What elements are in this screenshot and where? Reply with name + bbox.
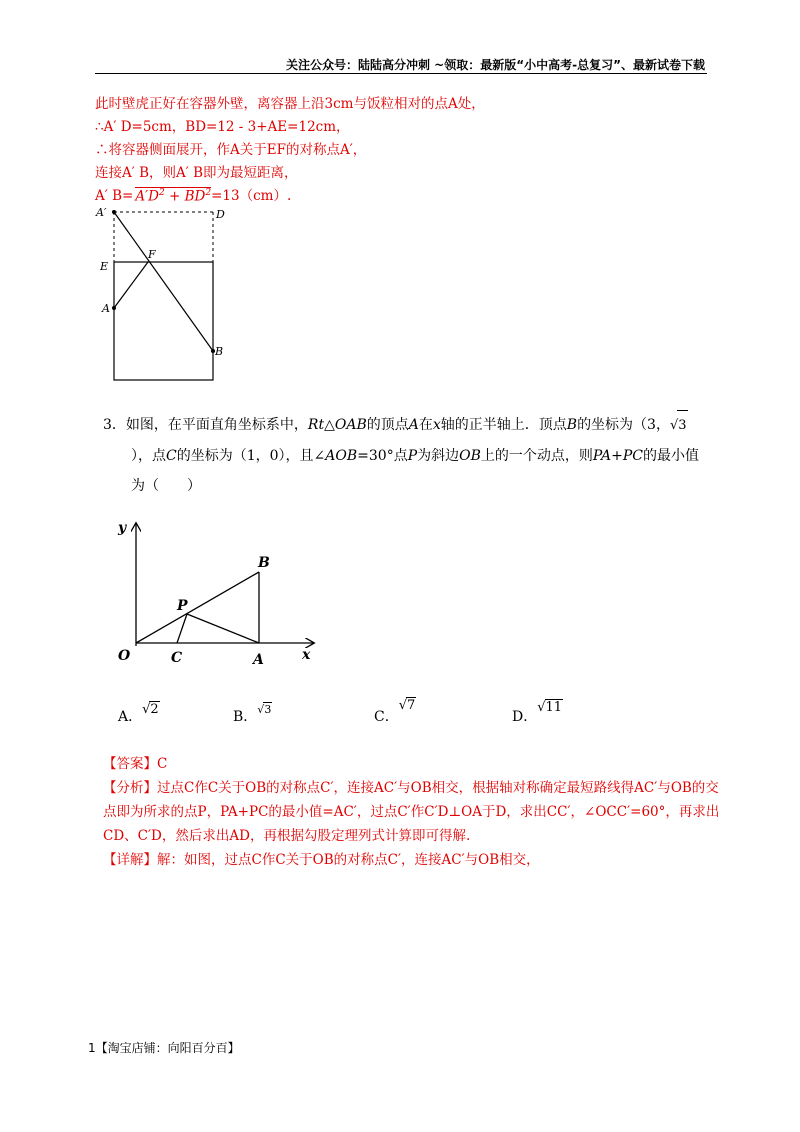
option-letter: B．: [233, 709, 258, 725]
option-radicand: 2: [150, 702, 159, 717]
q3-aob: AOB: [325, 448, 358, 464]
q3-text: ），点: [131, 448, 166, 464]
label-y: y: [118, 520, 127, 536]
line-a-f: [114, 262, 148, 308]
option-d: [512, 700, 563, 726]
q3-sqrt: √3: [670, 410, 688, 441]
segment-pa: [187, 614, 259, 643]
figure-2-coordinate-plane: [108, 516, 328, 666]
label-f: F: [148, 248, 156, 261]
answer-section: [103, 752, 723, 872]
option-letter: A．: [118, 709, 143, 725]
point-a: [112, 306, 116, 310]
solution-line-5: A′ $B= A'D^2 + BD^2=13(cm)$.: [95, 187, 292, 204]
segment-ob: [136, 572, 259, 643]
question-number: 3．: [103, 417, 126, 433]
q3-sqrt-radicand: 3: [677, 410, 687, 441]
q3-p: P: [407, 448, 418, 464]
label-o: O: [118, 648, 131, 664]
option-sqrt: √2: [142, 702, 159, 717]
q3-text: 为斜边: [417, 448, 460, 464]
q3-c: C: [166, 448, 177, 464]
analysis-tag: 【分析】: [103, 780, 157, 796]
label-x: x: [302, 647, 311, 663]
q3-text: =30°点: [357, 448, 408, 464]
label-p: P: [177, 598, 188, 614]
detail-text: 解：如图，过点C作C关于OB的对称点C′，连接AC′与OB相交，: [157, 852, 540, 868]
figure-1-unfolded-container: [90, 202, 240, 392]
question-3-line-1: [103, 410, 723, 441]
q3-ob: OB: [459, 448, 481, 464]
q3-text: 的坐标为（3，: [577, 417, 670, 433]
formula-suffix: =13（cm）.: [211, 188, 292, 204]
question-3: [103, 410, 723, 501]
formula-radicand-a: A: [135, 188, 146, 204]
option-b: [233, 703, 272, 726]
q3-text: 在: [418, 417, 433, 433]
option-sqrt: √7: [398, 698, 416, 713]
solution-line-1: 此时壁虎正好在容器外壁，离容器上沿3cm与饭粒相对的点A处，: [95, 96, 485, 112]
q3-text: 如图，在平面直角坐标系中，: [125, 417, 308, 433]
option-sqrt: √11: [537, 700, 563, 715]
point-a-prime: [112, 210, 116, 214]
q3-text: 轴的正半轴上．顶点: [440, 417, 567, 433]
option-letter: D．: [512, 709, 538, 725]
q3-text: 上的一个动点，则: [480, 448, 593, 464]
label-a: A: [102, 302, 110, 315]
option-letter: C．: [374, 709, 399, 725]
page-footer: 1【淘宝店铺：向阳百分百】: [88, 1041, 240, 1055]
page-header: 关注公众号：陆陆高分冲刺 ~领取：最新版“小中高考-总复习”、最新试卷下载: [286, 58, 705, 72]
label-d: D: [216, 208, 225, 221]
option-radicand: 11: [545, 700, 563, 715]
analysis-paragraph: [103, 776, 723, 848]
q3-a: A: [408, 417, 419, 433]
label-e: E: [100, 260, 109, 273]
solution-line-4: 连接A′ B，则A′ B即为最短距离，: [95, 165, 298, 181]
q3-papc: PA+PC: [592, 448, 643, 464]
detail-tag: 【详解】: [103, 852, 157, 868]
line-a-prime-b: [114, 212, 213, 351]
option-radicand: 3: [264, 703, 272, 716]
solution-line-2: ∴A′ D=5cm，BD=12 - 3+AE=12cm，: [95, 119, 350, 135]
q3-rt: Rt△OAB: [307, 417, 367, 433]
q3-b: B: [566, 417, 578, 433]
question-3-line-2: [103, 441, 723, 471]
label-a-prime: A′: [96, 206, 107, 219]
label-a: A: [253, 652, 264, 666]
formula-prefix: A′ B=: [95, 188, 134, 204]
question-3-line-3: 为（ ）: [131, 478, 201, 494]
answer-line: [103, 752, 723, 776]
solution-line-3: ∴将容器侧面展开，作A关于EF的对称点A′，: [95, 142, 367, 158]
option-sqrt: √3: [257, 703, 272, 716]
detail-paragraph: [103, 848, 723, 872]
q3-text: 的最小值: [643, 448, 699, 464]
q3-text: 的顶点: [366, 417, 409, 433]
formula-radicand-bd: + BD: [164, 188, 206, 204]
label-b: B: [215, 345, 224, 358]
header-rule: [95, 73, 707, 74]
option-c: [374, 698, 416, 726]
formula-radicand-d: D: [148, 188, 159, 204]
answer-tag: 【答案】: [103, 756, 157, 772]
answer-value: C: [157, 756, 168, 772]
analysis-text: 过点C作C关于OB的对称点C′，连接AC′与OB相交，根据轴对称确定最短路线得AC′与OB的交点即为所求的点P，PA+PC的最小值=AC′，过点C′作C′D⊥OA于D，求出CC′，∠OCC′=60°，再求出CD、C′D，然后求出AD，再根据勾股定理列式计算即可得解.: [103, 780, 720, 844]
label-b: B: [258, 555, 270, 571]
option-radicand: 7: [407, 698, 416, 713]
container-rect: [114, 262, 213, 380]
label-c: C: [171, 650, 183, 666]
q3-x: x: [432, 417, 441, 433]
option-a: [118, 702, 160, 726]
q3-text: 的坐标为（1，0），且∠: [176, 448, 326, 464]
